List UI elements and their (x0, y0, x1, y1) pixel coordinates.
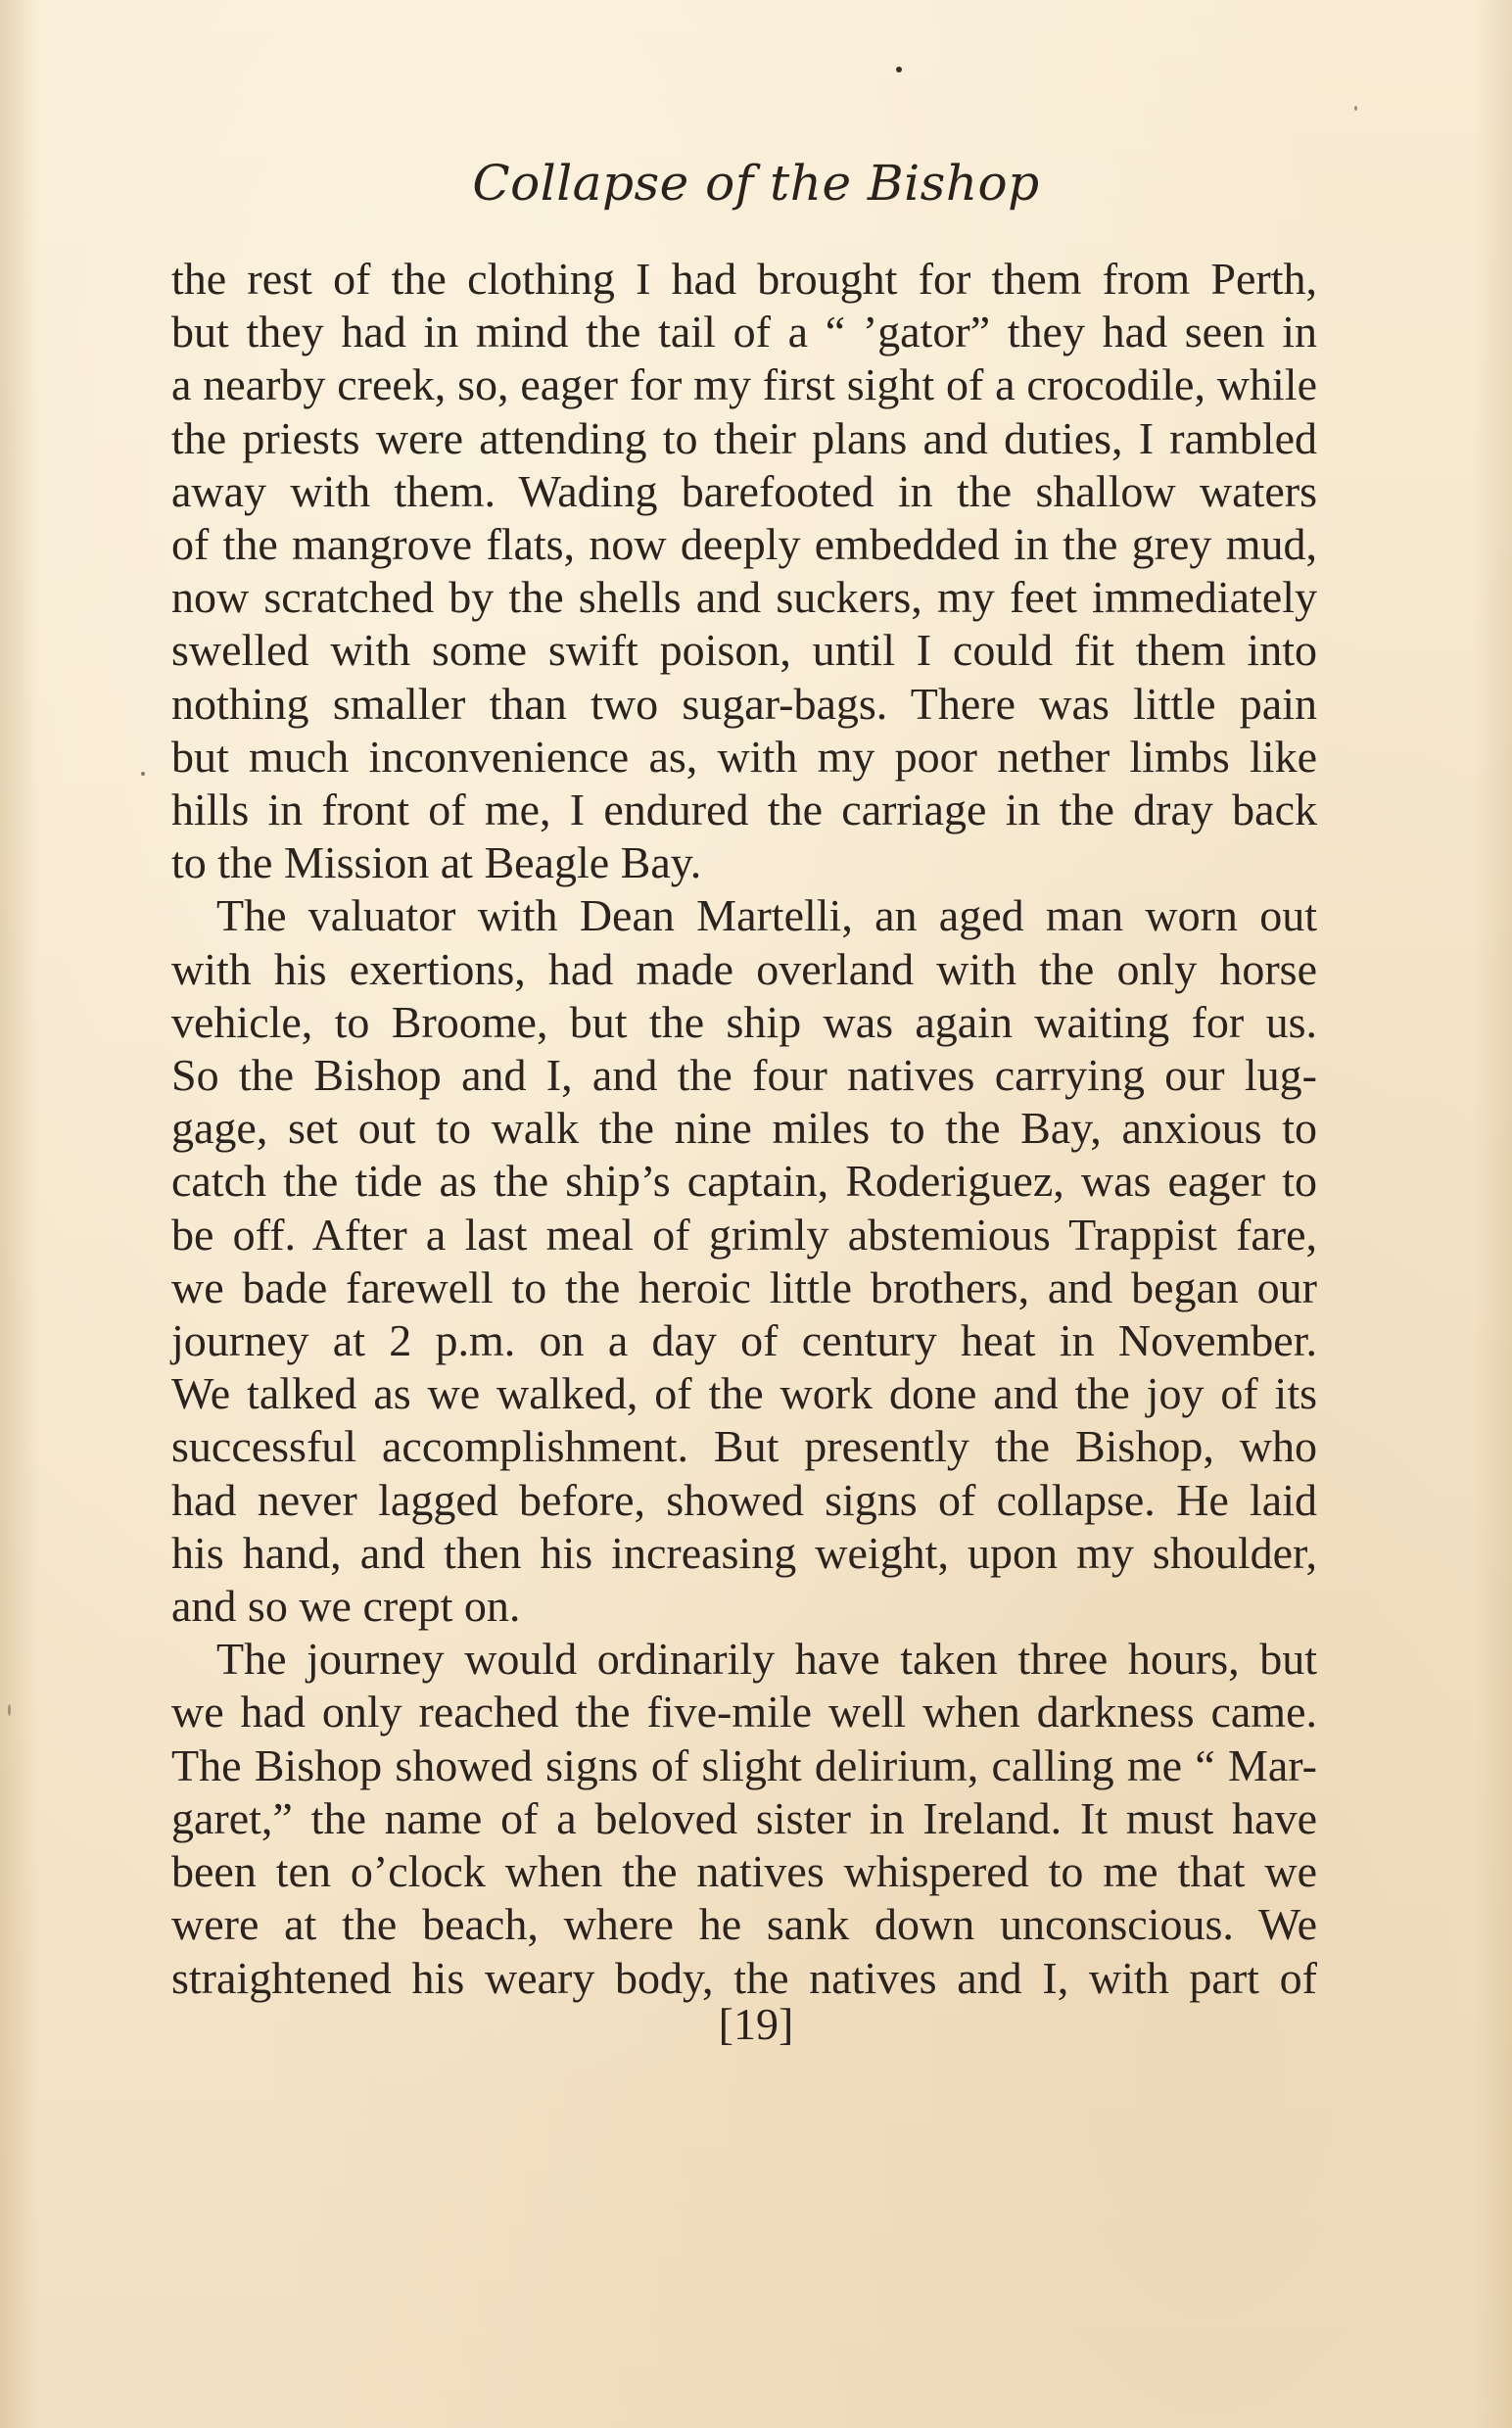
ink-speck (896, 67, 902, 72)
text-line: of the mangrove flats, now deeply embedded in the grey mud, (171, 519, 1317, 570)
ink-speck (1354, 106, 1357, 111)
text-line: with his exertions, had made overland with the only horse (171, 943, 1317, 994)
text-line: The valuator with Dean Martelli, an aged man worn out (216, 890, 1317, 941)
text-line: had never lagged before, showed signs of collapse. He laid (171, 1474, 1317, 1525)
text-line: successful accomplishment. But presently the Bishop, who (171, 1421, 1317, 1472)
text-line: to the Mission at Beagle Bay. (171, 837, 702, 888)
page-edge-shadow-left (0, 0, 39, 2428)
paragraph (171, 889, 1317, 1633)
text-line: away with them. Wading barefooted in the shallow waters (171, 465, 1317, 516)
ink-speck (8, 1704, 11, 1716)
running-head: Collapse of the Bishop (472, 155, 1040, 212)
paragraph (171, 253, 1317, 889)
text-line: The journey would ordinarily have taken three hours, but (216, 1634, 1317, 1685)
body-text (171, 253, 1317, 2005)
paragraph (171, 1633, 1317, 2004)
text-line: straightened his weary body, the natives and I, with part of (171, 1952, 1317, 2003)
text-line: The Bishop showed signs of slight delirium, calling me “ Mar- (171, 1739, 1317, 1790)
text-line: his hand, and then his increasing weight, upon my shoulder, (171, 1527, 1317, 1578)
text-line: catch the tide as the ship’s captain, Roderiguez, was eager to (171, 1156, 1317, 1207)
text-line: swelled with some swift poison, until I could fit them into (171, 625, 1317, 676)
text-line: vehicle, to Broome, but the ship was again waiting for us. (171, 996, 1317, 1047)
text-line: now scratched by the shells and suckers, my feet immediately (171, 572, 1317, 623)
text-line: and so we crept on. (171, 1581, 521, 1632)
text-line: we had only reached the five-mile well when darkness came. (171, 1687, 1317, 1738)
text-line: gage, set out to walk the nine miles to the Bay, anxious to (171, 1103, 1317, 1154)
text-line: the rest of the clothing I had brought for them from Perth, (171, 254, 1317, 304)
text-line: a nearby creek, so, eager for my first sight of a crocodile, while (171, 359, 1317, 410)
text-line: be off. After a last meal of grimly abstemious Trappist fare, (171, 1209, 1317, 1260)
text-line: We talked as we walked, of the work done and the joy of its (171, 1368, 1317, 1419)
text-line: So the Bishop and I, and the four natives carrying our lug- (171, 1050, 1317, 1101)
text-line: were at the beach, where he sank down unconscious. We (171, 1899, 1317, 1950)
text-line: we bade farewell to the heroic little brothers, and began our (171, 1262, 1317, 1312)
text-line: nothing smaller than two sugar-bags. There was little pain (171, 678, 1317, 729)
text-line: hills in front of me, I endured the carriage in the dray back (171, 785, 1317, 835)
text-line: been ten o’clock when the natives whispered to me that we (171, 1846, 1317, 1897)
text-line: the priests were attending to their plans and duties, I rambled (171, 412, 1317, 463)
page-number: [19] (718, 1999, 794, 2049)
text-line: garet,” the name of a beloved sister in Ireland. It must have (171, 1792, 1317, 1843)
text-line: but they had in mind the tail of a “ ’gator” they had seen in (171, 307, 1317, 357)
text-line: journey at 2 p.m. on a day of century heat in November. (171, 1315, 1317, 1366)
text-line: but much inconvenience as, with my poor nether limbs like (171, 731, 1317, 782)
ink-speck (141, 772, 145, 776)
page-edge-shadow-right (1473, 0, 1512, 2428)
